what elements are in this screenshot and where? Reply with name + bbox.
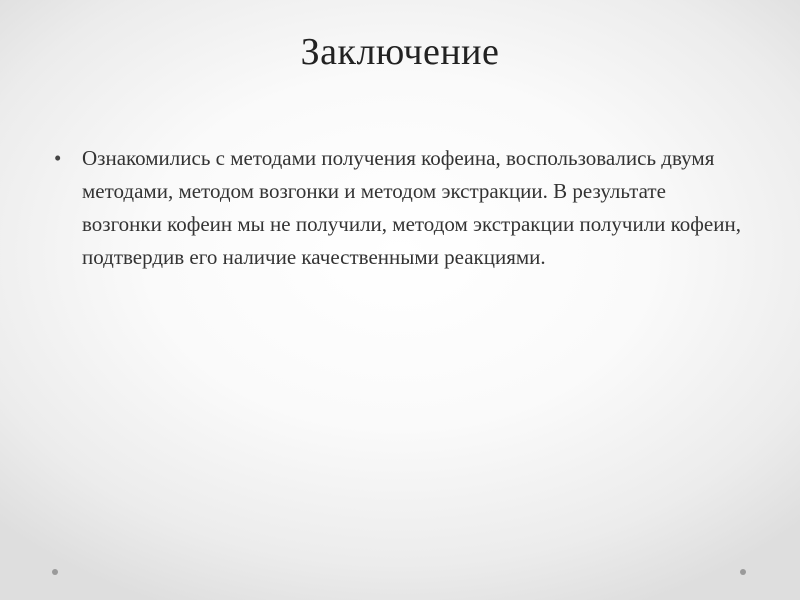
decorative-dot-icon [740, 569, 746, 575]
slide-title: Заключение [300, 31, 500, 73]
bullet-list [50, 142, 750, 274]
bullet-text: Ознакомились с методами получения кофеина, воспользовались двумя методами, методом возгонки и методом экстракции. В результате возгонки кофеин мы не получили, методом экстракции получили кофеин, подтвердив его наличие качественными реакциями. [82, 146, 741, 269]
bullet-icon: • [54, 146, 62, 170]
list-item [50, 142, 750, 274]
decorative-dot-icon [52, 569, 58, 575]
slide-content [50, 142, 750, 274]
